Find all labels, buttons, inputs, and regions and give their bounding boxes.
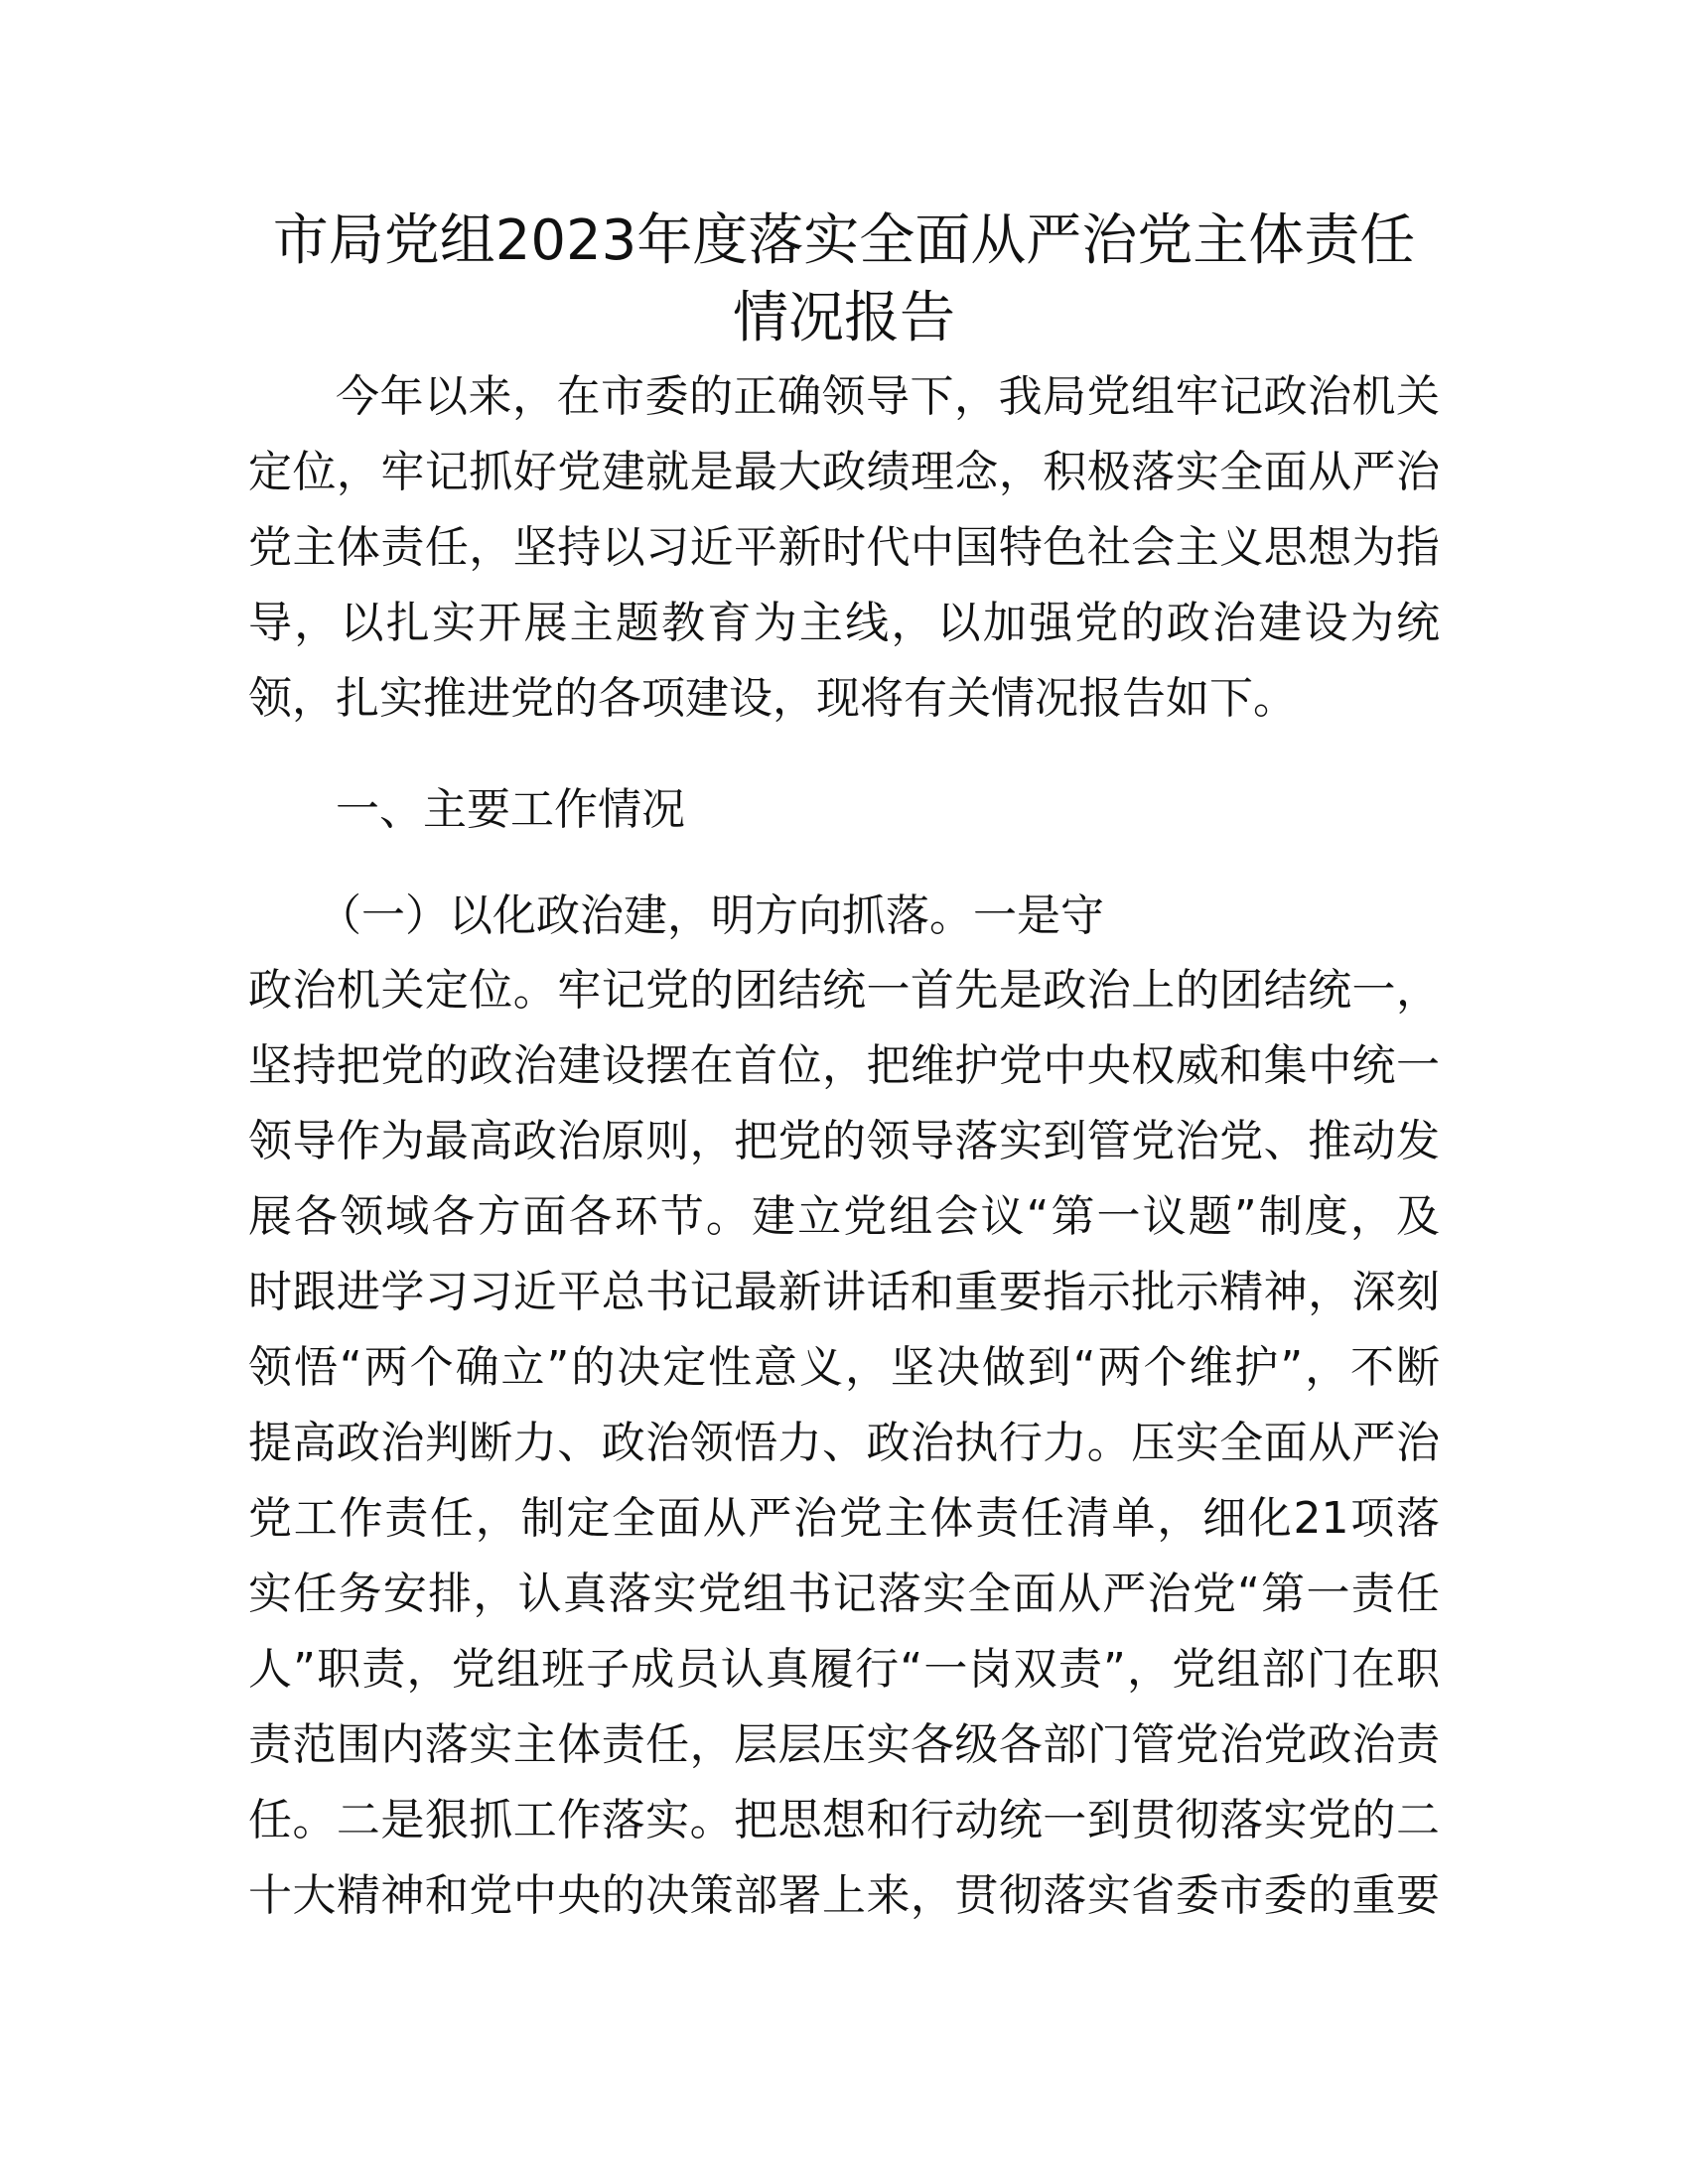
body-line-8: 党工作责任，制定全面从严治党主体责任清单，细化21项落 [248,1493,1440,1544]
body-line-4: 展各领域各方面各环节。建立党组会议“第一议题”制度，及 [248,1191,1440,1242]
body-line-5: 时跟进学习习近平总书记最新讲话和重要指示批示精神，深刻 [248,1267,1440,1317]
section-heading-1: 一、主要工作情况 [336,784,685,835]
intro-line-5: 领，扎实推进党的各项建设，现将有关情况报告如下。 [248,673,1297,724]
body-line-7: 提高政治判断力、政治领悟力、政治执行力。压实全面从严治 [248,1418,1440,1468]
document-title-line-2: 情况报告 [733,286,955,350]
subsection-heading-1: （一）以化政治建，明方向抓落。一是守 [318,890,1104,941]
intro-line-4: 导，以扎实开展主题教育为主线，以加强党的政治建设为统 [248,598,1440,648]
body-line-12: 任。二是狠抓工作落实。把思想和行动统一到贯彻落实党的二 [248,1795,1440,1845]
body-line-3: 领导作为最高政治原则，把党的领导落实到管党治党、推动发 [248,1116,1440,1166]
body-line-9: 实任务安排，认真落实党组书记落实全面从严治党“第一责任 [248,1569,1440,1619]
body-line-1: 政治机关定位。牢记党的团结统一首先是政治上的团结统一， [248,965,1440,1016]
document-title-line-1: 市局党组2023年度落实全面从严治党主体责任 [272,208,1416,273]
intro-line-3: 党主体责任，坚持以习近平新时代中国特色社会主义思想为指 [248,522,1440,573]
body-line-2: 坚持把党的政治建设摆在首位，把维护党中央权威和集中统一 [248,1040,1440,1091]
body-line-10: 人”职责，党组班子成员认真履行“一岗双责”，党组部门在职 [248,1644,1440,1695]
body-line-6: 领悟“两个确立”的决定性意义，坚决做到“两个维护”，不断 [248,1342,1440,1393]
body-line-11: 责范围内落实主体责任，层层压实各级各部门管党治党政治责 [248,1719,1440,1770]
intro-line-1: 今年以来，在市委的正确领导下，我局党组牢记政治机关 [336,371,1440,422]
intro-line-2: 定位，牢记抓好党建就是最大政绩理念，积极落实全面从严治 [248,447,1440,497]
body-line-13: 十大精神和党中央的决策部署上来，贯彻落实省委市委的重要 [248,1870,1440,1921]
